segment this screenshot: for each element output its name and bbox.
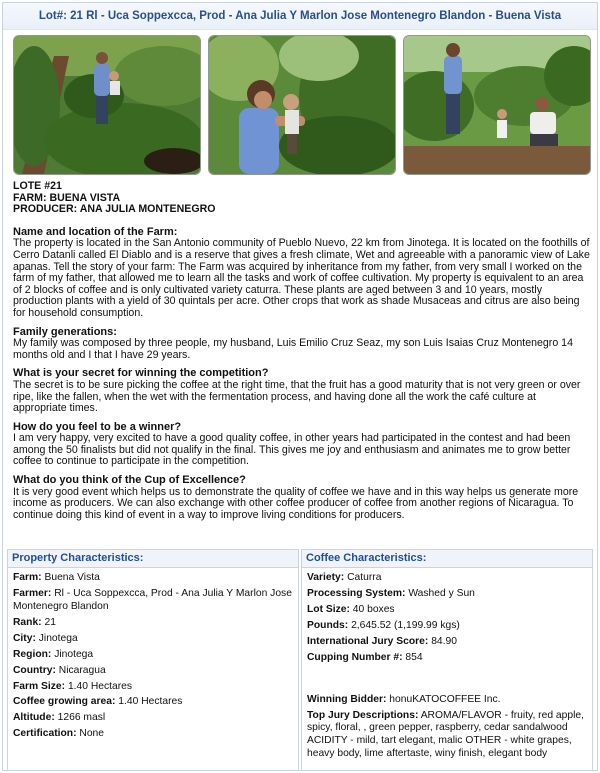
coffee-heading: Coffee Characteristics: bbox=[301, 549, 593, 568]
row-value: honuKATOCOFFEE Inc. bbox=[389, 693, 501, 705]
section-heading: Family generations: bbox=[13, 325, 117, 338]
row-label: Processing System: bbox=[307, 587, 406, 599]
property-row bbox=[13, 572, 293, 585]
row-label: Region: bbox=[13, 648, 52, 660]
row-value: Nicaragua bbox=[58, 664, 106, 676]
row-label: Lot Size: bbox=[307, 603, 350, 615]
section-text: The secret is to be sure picking the coffee at the right time, that the fruit has a good maturity that is not very green or over ripe, like the fallen, when the wet with the fermentation process, and having done all the work the café culture at appropriate times. bbox=[13, 378, 581, 415]
coffee-row bbox=[307, 652, 587, 665]
farm-photo-family-among-coffee-plants bbox=[404, 36, 590, 174]
property-row bbox=[13, 665, 293, 678]
section-text: It is very good event which helps us to demonstrate the quality of coffee we have and in this way helps us generate more income as producers. We can also exchange with other coffee producer of coffee from another regions of Nicaragua. To continue doing this kind of event in a way to improve living conditions for producers. bbox=[13, 485, 579, 521]
row-value: Jinotega bbox=[54, 648, 94, 660]
row-value: 1266 masl bbox=[57, 712, 106, 724]
coffee-characteristics bbox=[301, 549, 593, 767]
section-heading: What do you think of the Cup of Excellence? bbox=[13, 474, 246, 487]
coffee-row bbox=[307, 694, 587, 707]
farm-name: FARM: BUENA VISTA bbox=[13, 191, 121, 204]
coffee-row bbox=[307, 572, 587, 585]
row-label: Coffee growing area: bbox=[13, 696, 116, 708]
property-row bbox=[13, 649, 293, 662]
property-row bbox=[13, 712, 293, 725]
lot-number: LOTE #21 bbox=[13, 180, 62, 192]
property-row bbox=[13, 728, 293, 741]
row-label: Winning Bidder: bbox=[307, 693, 387, 705]
row-value: 854 bbox=[405, 651, 423, 663]
row-value: AROMA/FLAVOR - fruity, red apple, spicy, floral, , green pepper, raspberry, cedar sandalwood ACIDITY - mild, tart elegant, malic OTHER - white grapes, heavy body, lime aftertaste, winy finish, elegant body bbox=[307, 709, 584, 759]
row-label: Certification: bbox=[13, 728, 77, 740]
coffee-row bbox=[307, 588, 587, 601]
row-value: 1.40 Hectares bbox=[67, 680, 133, 692]
farm-photo-3[interactable] bbox=[403, 35, 591, 175]
property-row bbox=[13, 617, 293, 630]
row-label: City: bbox=[13, 632, 36, 644]
row-label: Pounds: bbox=[307, 619, 349, 631]
row-label: Top Jury Descriptions: bbox=[307, 709, 419, 721]
farm-photo-woman-and-child-coffee-rows bbox=[14, 36, 200, 174]
row-value: 40 boxes bbox=[352, 603, 395, 615]
property-row bbox=[13, 681, 293, 694]
section-text: My family was composed by three people, my husband, Luis Emilio Cruz Seaz, my son Luis Isaias Cruz Montenegro 14 months old and I that I have 29 years. bbox=[13, 337, 573, 361]
section-heading: How do you feel to be a winner? bbox=[13, 420, 182, 433]
coffee-row bbox=[307, 620, 587, 633]
row-value: 21 bbox=[44, 616, 56, 628]
row-label: Farmer: bbox=[13, 587, 52, 599]
section-heading: Name and location of the Farm: bbox=[13, 225, 178, 238]
section-text: I am very happy, very excited to have a good quality coffee, in other years had participated in the contest and had been among the 50 finalists but did not qualify in the final. This gives me joy and enthusiasm and animates me to grow better coffee to continue to participate in the competition. bbox=[13, 432, 571, 468]
row-value: Caturra bbox=[347, 572, 382, 583]
row-value: Jinotega bbox=[38, 632, 78, 644]
row-value: 2,645.52 (1,199.99 kgs) bbox=[351, 619, 460, 631]
row-value: Rl - Uca Soppexcca, Prod - Ana Julia Y Marlon Jose Montenegro Blandon bbox=[13, 587, 292, 612]
row-value: Washed y Sun bbox=[408, 587, 475, 599]
property-row bbox=[13, 588, 293, 613]
coffee-list bbox=[301, 568, 593, 771]
page-title: Lot#: 21 Rl - Uca Soppexcca, Prod - Ana Julia Y Marlon Jose Montenegro Blandon - Buena Vista bbox=[3, 3, 597, 30]
coffee-row bbox=[307, 636, 587, 649]
row-label: Altitude: bbox=[13, 712, 55, 724]
characteristics-tables bbox=[7, 549, 593, 767]
property-row bbox=[13, 696, 293, 709]
coffee-row bbox=[307, 604, 587, 617]
row-label: International Jury Score: bbox=[307, 635, 429, 647]
coffee-row bbox=[307, 710, 587, 760]
photo-gallery bbox=[13, 35, 589, 175]
row-value: 1.40 Hectares bbox=[118, 696, 183, 708]
farm-photo-1[interactable] bbox=[13, 35, 201, 175]
lot-description bbox=[13, 181, 591, 521]
lot-page bbox=[2, 2, 598, 771]
row-label: Rank: bbox=[13, 616, 42, 628]
section-text: The property is located in the San Antonio community of Pueblo Nuevo, 22 km from Jinotega. It is located on the foothills of Cerro Datanli called El Diablo and is a reserve that gives a fresh climate, Wet and agreeable with a panoramic view of Lake apanas. Tell the story of your farm: The Farm was acquired by inheritance from my father, from very small I worked on the farm of my father, that allowed me to learn all the tasks and work of coffee cultivation. My property is equivalent to an area of 2 blocks of coffee and is only cultivated variety caturra. These plants are aged between 3 and 10 years, mostly production plants with a yield of 30 quintals per acre. Other crops that work as shade Musaceas and citrus are also being for household consumption. bbox=[13, 237, 590, 319]
property-heading: Property Characteristics: bbox=[7, 549, 299, 568]
property-list bbox=[7, 568, 299, 771]
row-label: Cupping Number #: bbox=[307, 651, 403, 663]
row-value: 84.90 bbox=[431, 635, 457, 647]
row-label: Farm: bbox=[13, 572, 42, 583]
row-label: Variety: bbox=[307, 572, 345, 583]
farm-photo-woman-with-baby-picking-coffee bbox=[209, 36, 395, 174]
row-label: Farm Size: bbox=[13, 680, 66, 692]
row-label: Country: bbox=[13, 664, 56, 676]
row-value: Buena Vista bbox=[44, 572, 100, 583]
producer-name: PRODUCER: ANA JULIA MONTENEGRO bbox=[13, 203, 216, 216]
spacer bbox=[307, 668, 587, 694]
property-row bbox=[13, 633, 293, 646]
farm-photo-2[interactable] bbox=[208, 35, 396, 175]
section-heading: What is your secret for winning the competition? bbox=[13, 367, 269, 380]
property-characteristics bbox=[7, 549, 299, 767]
row-value: None bbox=[79, 728, 105, 740]
